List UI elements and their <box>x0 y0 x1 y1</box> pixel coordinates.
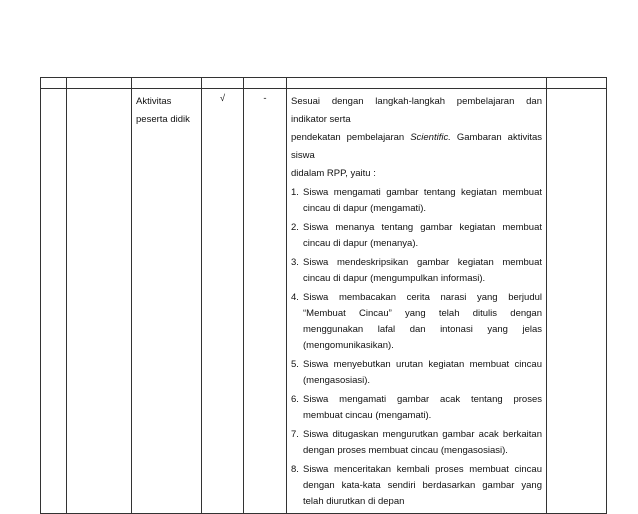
list-item <box>291 392 542 424</box>
observation-table <box>40 77 607 514</box>
step-text: Siswa ditugaskan mengurutkan gambar acak berkaitan dengan proses membuat cincau (mengasosiasi). <box>303 429 542 456</box>
list-item <box>291 220 542 252</box>
description-cell <box>287 89 547 514</box>
description-block <box>287 89 546 510</box>
table-cell <box>547 78 607 89</box>
step-number: 5. <box>291 359 299 370</box>
step-number: 4. <box>291 292 299 303</box>
dash-mark: - <box>263 93 267 104</box>
list-item <box>291 185 542 217</box>
step-text: Siswa mengamati gambar acak tentang proses membuat cincau (mengamati). <box>303 394 542 421</box>
dash-cell <box>244 89 287 514</box>
notes-cell <box>547 89 607 514</box>
step-text: Siswa menceritakan kembali proses membuat cincau dengan kata-kata sendiri berdasarkan gambar yang telah diurutkan di depan <box>303 464 542 507</box>
description-line-2 <box>291 129 542 165</box>
list-item <box>291 255 542 287</box>
list-item <box>291 427 542 459</box>
step-text: Siswa membacakan cerita narasi yang berjudul “Membuat Cincau” yang telah ditulis dengan menggunakan lafal dan intonasi yang jelas (mengomunikasikan). <box>303 292 542 351</box>
table-cell <box>244 78 287 89</box>
step-text: Siswa menyebutkan urutan kegiatan membuat cincau (mengasosiasi). <box>303 359 542 386</box>
aspect-text: Aktivitas peserta didik <box>136 96 190 125</box>
description-text: Gambaran aktivitas siswa <box>291 132 542 161</box>
step-text: Siswa menanya tentang gambar kegiatan membuat cincau di dapur (menanya). <box>303 222 542 249</box>
step-number: 7. <box>291 429 299 440</box>
table-row <box>41 89 607 514</box>
table-cell <box>202 78 244 89</box>
table-header-row <box>41 78 607 89</box>
step-number: 3. <box>291 257 299 268</box>
step-number: 8. <box>291 464 299 475</box>
activity-steps-list <box>291 185 542 510</box>
step-number: 6. <box>291 394 299 405</box>
list-item <box>291 357 542 389</box>
list-item <box>291 462 542 510</box>
step-number: 2. <box>291 222 299 233</box>
number-cell <box>41 89 67 514</box>
aspect-cell <box>132 89 202 514</box>
description-line-1: Sesuai dengan langkah-langkah pembelajaran dan indikator serta <box>291 96 542 125</box>
table-cell <box>67 78 132 89</box>
check-cell <box>202 89 244 514</box>
step-text: Siswa mendeskripsikan gambar kegiatan membuat cincau di dapur (mengumpulkan informasi). <box>303 257 542 284</box>
description-line-3: didalam RPP, yaitu : <box>291 168 376 179</box>
component-cell <box>67 89 132 514</box>
step-number: 1. <box>291 187 299 198</box>
table-cell <box>132 78 202 89</box>
table-cell <box>287 78 547 89</box>
description-italic: Scientific. <box>410 132 451 143</box>
step-text: Siswa mengamati gambar tentang kegiatan membuat cincau di dapur (mengamati). <box>303 187 542 214</box>
list-item <box>291 290 542 354</box>
description-text: pendekatan pembelajaran <box>291 132 411 143</box>
table-cell <box>41 78 67 89</box>
check-mark: √ <box>219 93 226 104</box>
